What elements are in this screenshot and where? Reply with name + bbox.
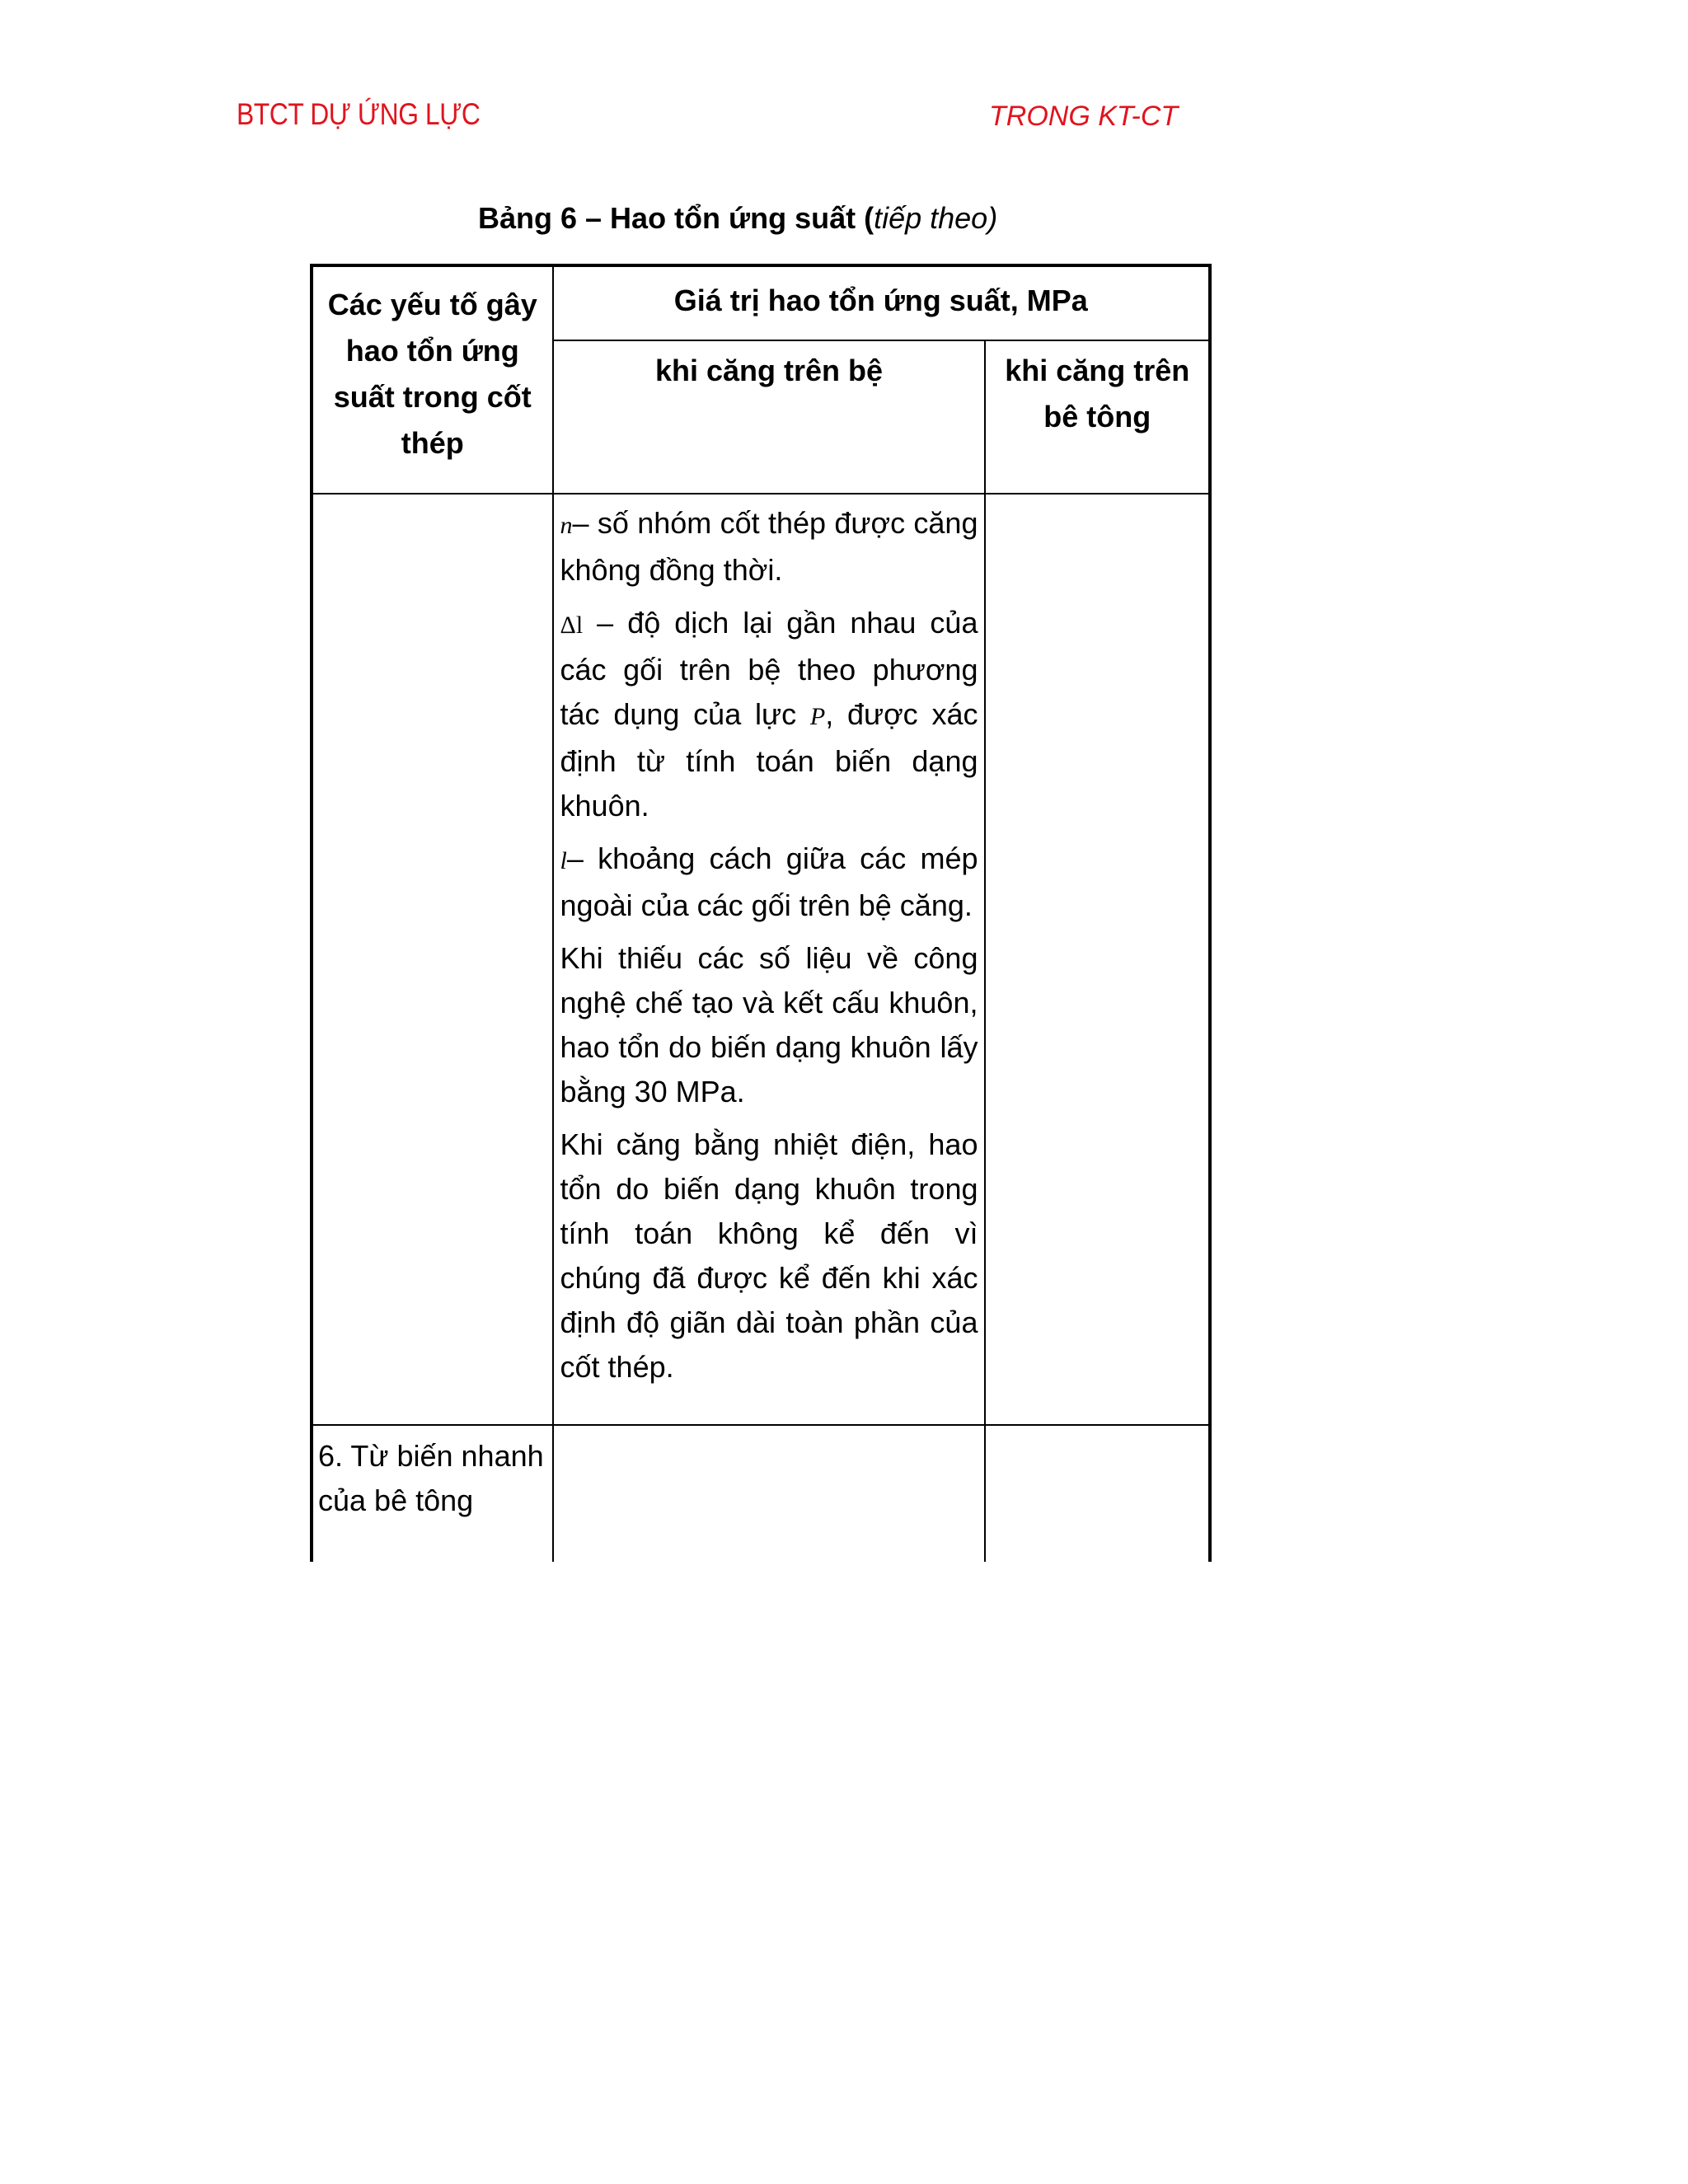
row5-factor-cell (312, 494, 553, 1425)
caption-italic: tiếp theo) (874, 201, 998, 235)
row6-factor-cell: 6. Từ biến nhanh của bê tông (312, 1425, 553, 1562)
para-n-text: – số nhóm cốt thép được căng không đồng thời. (560, 506, 978, 587)
para-delta-l-text2: , được xác định từ tính toán biến dạng khuôn. (560, 697, 978, 823)
table-caption (478, 201, 997, 236)
para-l-text: – khoảng cách giữa các mép ngoài của các gối trên bệ căng. (560, 841, 978, 922)
para-thermal: Khi căng bằng nhiệt điện, hao tổn do biến dạng khuôn trong tính toán không kể đến vì chúng đã được kể đến khi xác định độ giãn dài toàn phần của cốt thép. (560, 1127, 978, 1384)
symbol-p: P (809, 703, 826, 730)
loss-table (310, 264, 1212, 1562)
table-row (312, 1425, 1210, 1562)
row6-concrete-cell (985, 1425, 1210, 1562)
row6-bed-cell (553, 1425, 986, 1562)
symbol-n: n (560, 512, 573, 539)
header-left: BTCT DỰ ỨNG LỰC (237, 97, 481, 131)
symbol-delta-l: Δl (560, 612, 584, 639)
para-missing-data: Khi thiếu các số liệu về công nghệ chế tạo và kết cấu khuôn, hao tổn do biến dạng khuôn lấy bằng 30 MPa. (560, 941, 978, 1108)
para-delta-l-text: – độ dịch lại gần nhau của các gối trên bệ theo phương tác dụng của lực (560, 606, 978, 731)
row5-bed-cell (553, 494, 986, 1425)
table-row (312, 494, 1210, 1425)
para-n (560, 501, 978, 593)
table-wrapper (310, 264, 1212, 1562)
symbol-l: l (560, 847, 567, 874)
header-row-1 (312, 265, 1210, 340)
header-right: TRONG KT-CT (989, 101, 1179, 132)
header-value: Giá trị hao tổn ứng suất, MPa (553, 265, 1210, 340)
header-sub-bed: khi căng trên bệ (553, 340, 986, 494)
para-l (560, 837, 978, 928)
header-sub-concrete: khi căng trên bê tông (985, 340, 1210, 494)
para-delta-l (560, 601, 978, 828)
header-factor: Các yếu tố gây hao tổn ứng suất trong cốt thép (312, 265, 553, 494)
row5-concrete-cell (985, 494, 1210, 1425)
caption-main: Bảng 6 – Hao tổn ứng suất ( (478, 201, 874, 235)
